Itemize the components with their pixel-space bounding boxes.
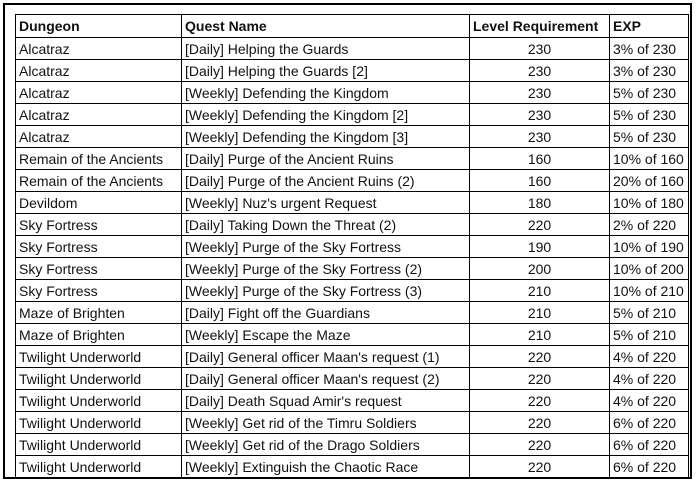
quest-table — [15, 14, 689, 478]
cell-exp: 3% of 230 — [610, 38, 689, 60]
cell-level-requirement: 220 — [470, 456, 610, 478]
cell-exp: 6% of 220 — [610, 456, 689, 478]
table-row — [16, 324, 689, 346]
cell-exp: 10% of 160 — [610, 148, 689, 170]
cell-exp: 5% of 230 — [610, 82, 689, 104]
cell-dungeon: Twilight Underworld — [16, 368, 182, 390]
cell-dungeon: Maze of Brighten — [16, 324, 182, 346]
header-exp: EXP — [610, 15, 689, 38]
cell-dungeon: Twilight Underworld — [16, 390, 182, 412]
cell-quest-name: [Daily] General officer Maan's request (2) — [182, 368, 470, 390]
cell-exp: 5% of 230 — [610, 104, 689, 126]
document-frame — [3, 3, 692, 479]
table-header — [16, 15, 689, 38]
cell-level-requirement: 190 — [470, 236, 610, 258]
cell-level-requirement: 160 — [470, 170, 610, 192]
cell-level-requirement: 180 — [470, 192, 610, 214]
cell-dungeon: Twilight Underworld — [16, 456, 182, 478]
cell-dungeon: Remain of the Ancients — [16, 170, 182, 192]
cell-quest-name: [Daily] Death Squad Amir's request — [182, 390, 470, 412]
cell-level-requirement: 210 — [470, 280, 610, 302]
cell-level-requirement: 200 — [470, 258, 610, 280]
cell-level-requirement: 220 — [470, 412, 610, 434]
table-row — [16, 280, 689, 302]
table-row — [16, 38, 689, 60]
table-row — [16, 434, 689, 456]
table-row — [16, 82, 689, 104]
cell-dungeon: Twilight Underworld — [16, 412, 182, 434]
table-row — [16, 148, 689, 170]
cell-level-requirement: 220 — [470, 214, 610, 236]
cell-exp: 6% of 220 — [610, 434, 689, 456]
cell-dungeon: Devildom — [16, 192, 182, 214]
cell-quest-name: [Weekly] Purge of the Sky Fortress — [182, 236, 470, 258]
table-row — [16, 368, 689, 390]
cell-level-requirement: 230 — [470, 104, 610, 126]
cell-level-requirement: 210 — [470, 324, 610, 346]
cell-level-requirement: 230 — [470, 38, 610, 60]
cell-exp: 6% of 220 — [610, 412, 689, 434]
cell-dungeon: Alcatraz — [16, 82, 182, 104]
table-body — [16, 38, 689, 478]
table-row — [16, 104, 689, 126]
cell-dungeon: Alcatraz — [16, 104, 182, 126]
cell-level-requirement: 220 — [470, 434, 610, 456]
cell-dungeon: Alcatraz — [16, 126, 182, 148]
cell-quest-name: [Weekly] Get rid of the Timru Soldiers — [182, 412, 470, 434]
cell-quest-name: [Weekly] Purge of the Sky Fortress (3) — [182, 280, 470, 302]
table-row — [16, 192, 689, 214]
cell-dungeon: Alcatraz — [16, 60, 182, 82]
cell-exp: 3% of 230 — [610, 60, 689, 82]
cell-level-requirement: 230 — [470, 126, 610, 148]
cell-dungeon: Sky Fortress — [16, 280, 182, 302]
cell-dungeon: Sky Fortress — [16, 236, 182, 258]
cell-quest-name: [Daily] General officer Maan's request (1) — [182, 346, 470, 368]
cell-level-requirement: 230 — [470, 60, 610, 82]
cell-dungeon: Sky Fortress — [16, 258, 182, 280]
cell-exp: 10% of 180 — [610, 192, 689, 214]
cell-quest-name: [Daily] Helping the Guards [2] — [182, 60, 470, 82]
table-row — [16, 170, 689, 192]
table-row — [16, 346, 689, 368]
cell-level-requirement: 210 — [470, 302, 610, 324]
header-row — [16, 15, 689, 38]
cell-exp: 4% of 220 — [610, 346, 689, 368]
cell-exp: 5% of 230 — [610, 126, 689, 148]
cell-quest-name: [Daily] Taking Down the Threat (2) — [182, 214, 470, 236]
cell-dungeon: Twilight Underworld — [16, 434, 182, 456]
cell-quest-name: [Daily] Fight off the Guardians — [182, 302, 470, 324]
cell-exp: 20% of 160 — [610, 170, 689, 192]
cell-quest-name: [Weekly] Get rid of the Drago Soldiers — [182, 434, 470, 456]
cell-exp: 10% of 190 — [610, 236, 689, 258]
cell-quest-name: [Weekly] Escape the Maze — [182, 324, 470, 346]
cell-dungeon: Alcatraz — [16, 38, 182, 60]
cell-dungeon: Maze of Brighten — [16, 302, 182, 324]
table-row — [16, 302, 689, 324]
cell-quest-name: [Weekly] Nuz's urgent Request — [182, 192, 470, 214]
cell-level-requirement: 160 — [470, 148, 610, 170]
table-row — [16, 390, 689, 412]
header-level-requirement: Level Requirement — [470, 15, 610, 38]
cell-quest-name: [Daily] Purge of the Ancient Ruins — [182, 148, 470, 170]
cell-exp: 5% of 210 — [610, 324, 689, 346]
cell-exp: 2% of 220 — [610, 214, 689, 236]
cell-exp: 4% of 220 — [610, 390, 689, 412]
cell-quest-name: [Weekly] Defending the Kingdom [2] — [182, 104, 470, 126]
cell-quest-name: [Weekly] Purge of the Sky Fortress (2) — [182, 258, 470, 280]
cell-exp: 5% of 210 — [610, 302, 689, 324]
header-quest-name: Quest Name — [182, 15, 470, 38]
table-row — [16, 60, 689, 82]
cell-dungeon: Sky Fortress — [16, 214, 182, 236]
cell-level-requirement: 230 — [470, 82, 610, 104]
cell-quest-name: [Weekly] Defending the Kingdom — [182, 82, 470, 104]
cell-quest-name: [Weekly] Extinguish the Chaotic Race — [182, 456, 470, 478]
cell-dungeon: Remain of the Ancients — [16, 148, 182, 170]
cell-quest-name: [Weekly] Defending the Kingdom [3] — [182, 126, 470, 148]
table-row — [16, 412, 689, 434]
cell-exp: 4% of 220 — [610, 368, 689, 390]
cell-quest-name: [Daily] Purge of the Ancient Ruins (2) — [182, 170, 470, 192]
table-row — [16, 236, 689, 258]
cell-level-requirement: 220 — [470, 390, 610, 412]
header-dungeon: Dungeon — [16, 15, 182, 38]
cell-quest-name: [Daily] Helping the Guards — [182, 38, 470, 60]
cell-level-requirement: 220 — [470, 368, 610, 390]
table-row — [16, 258, 689, 280]
table-row — [16, 456, 689, 478]
cell-dungeon: Twilight Underworld — [16, 346, 182, 368]
cell-exp: 10% of 200 — [610, 258, 689, 280]
table-row — [16, 214, 689, 236]
cell-exp: 10% of 210 — [610, 280, 689, 302]
table-row — [16, 126, 689, 148]
cell-level-requirement: 220 — [470, 346, 610, 368]
